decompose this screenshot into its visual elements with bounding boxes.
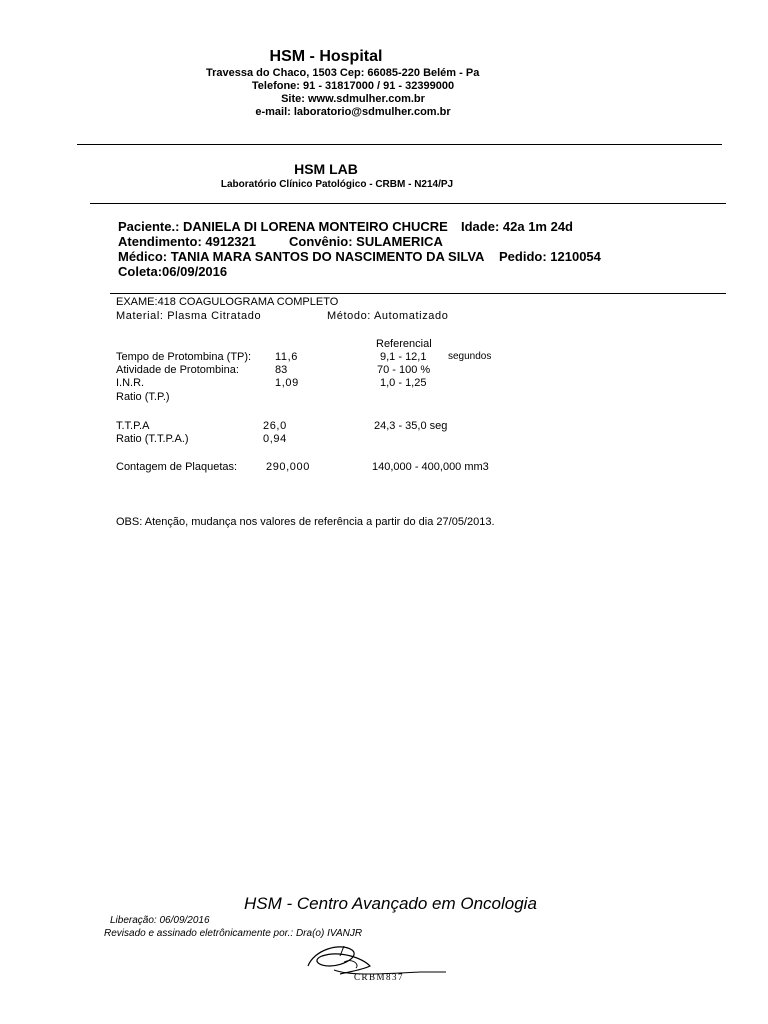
result-label: Contagem de Plaquetas: (116, 461, 238, 473)
signature-stamp-text: CRBM837 (354, 972, 405, 982)
signature-stamp (300, 936, 450, 984)
result-reference: 24,3 - 35,0 seg (374, 420, 448, 432)
result-reference: 1,0 - 1,25 (380, 377, 427, 389)
attendance-number: Atendimento: 4912321 (118, 234, 256, 249)
hospital-phone: Telefone: 91 - 31817000 / 91 - 32399000 (251, 80, 455, 92)
exam-method: Método: Automatizado (327, 310, 449, 322)
result-value: 26,0 (263, 420, 287, 432)
header-divider (77, 144, 722, 145)
result-reference: 140,000 - 400,000 mm3 (372, 461, 489, 473)
result-label: I.N.R. (116, 377, 145, 389)
exam-title: EXAME:418 COAGULOGRAMA COMPLETO (116, 296, 339, 308)
result-label: Tempo de Protombina (TP): (116, 351, 252, 363)
result-reference: 9,1 - 12,1 (380, 351, 427, 363)
result-reference: 70 - 100 % (377, 364, 431, 376)
release-date: Liberação: 06/09/2016 (110, 915, 210, 926)
result-unit: segundos (448, 351, 492, 362)
result-value: 1,09 (275, 377, 299, 389)
result-label: T.T.P.A (116, 420, 150, 432)
collection-date: Coleta:06/09/2016 (118, 264, 228, 279)
exam-material: Material: Plasma Citratado (116, 310, 262, 322)
result-value: 83 (275, 364, 288, 376)
result-value: 0,94 (263, 433, 287, 445)
result-label: Ratio (T.T.P.A.) (116, 433, 189, 445)
hospital-site: Site: www.sdmulher.com.br (281, 93, 425, 105)
signed-by: Revisado e assinado eletrônicamente por.: Dra(o) IVANJR (104, 928, 363, 939)
lab-name: HSM LAB (294, 161, 358, 177)
hospital-address: Travessa do Chaco, 1503 Cep: 66085-220 Belém - Pa (206, 67, 480, 79)
center-name: HSM - Centro Avançado em Oncologia (244, 894, 537, 913)
patient-age: Idade: 42a 1m 24d (461, 219, 573, 234)
reference-header: Referencial (376, 338, 432, 350)
patient-name: Paciente.: DANIELA DI LORENA MONTEIRO CHUCRE (118, 219, 448, 234)
lab-divider (90, 203, 726, 204)
order-number: Pedido: 1210054 (499, 249, 601, 264)
result-label: Atividade de Protombina: (116, 364, 239, 376)
observation-note: OBS: Atenção, mudança nos valores de referência a partir do dia 27/05/2013. (116, 516, 495, 528)
doctor-name: Médico: TANIA MARA SANTOS DO NASCIMENTO DA SILVA (118, 249, 485, 264)
result-value: 11,6 (275, 351, 298, 363)
hospital-email: e-mail: laboratorio@sdmulher.com.br (255, 106, 451, 118)
hospital-name: HSM - Hospital (269, 48, 383, 65)
insurance: Convênio: SULAMERICA (289, 234, 443, 249)
lab-subtitle: Laboratório Clínico Patológico - CRBM - N214/PJ (220, 179, 454, 190)
result-label: Ratio (T.P.) (116, 391, 170, 403)
result-value: 290,000 (266, 461, 310, 473)
patient-divider (110, 293, 726, 294)
